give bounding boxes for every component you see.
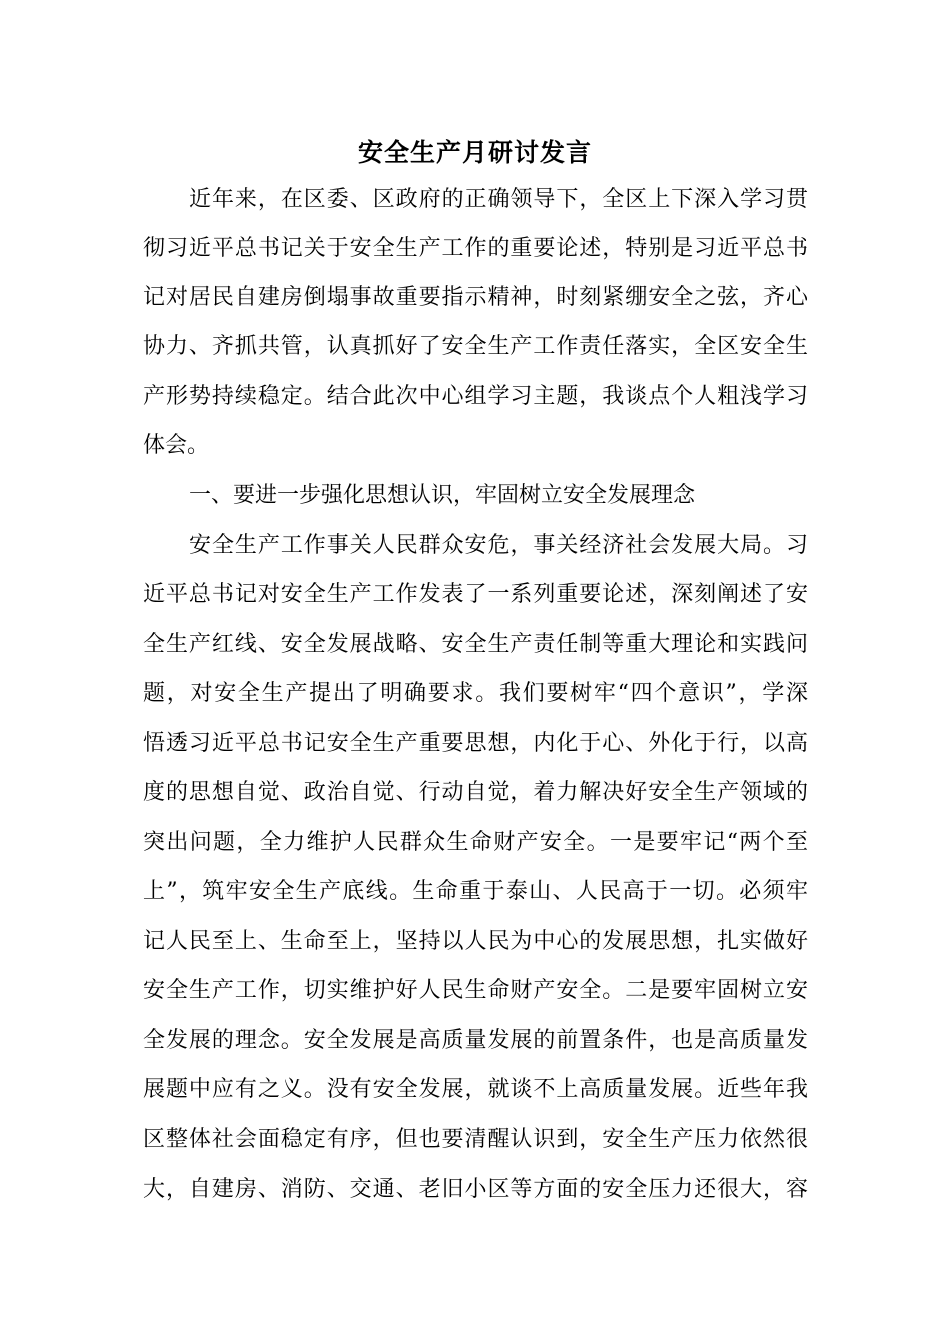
paragraph-line: 大，自建房、消防、交通、老旧小区等方面的安全压力还很大，容 — [143, 1177, 808, 1202]
section-heading: 一、要进一步强化思想认识，牢固树立安全发展理念 — [189, 483, 696, 508]
paragraph-line: 全生产红线、安全发展战略、安全生产责任制等重大理论和实践问 — [143, 632, 808, 657]
paragraph-line: 产形势持续稳定。结合此次中心组学习主题，我谈点个人粗浅学习 — [143, 384, 808, 409]
paragraph-line: 展题中应有之义。没有安全发展，就谈不上高质量发展。近些年我 — [143, 1077, 808, 1102]
paragraph-line: 上”，筑牢安全生产底线。生命重于泰山、人民高于一切。必须牢 — [143, 879, 808, 904]
paragraph-line: 体会。 — [143, 433, 210, 458]
paragraph-line: 彻习近平总书记关于安全生产工作的重要论述，特别是习近平总书 — [143, 236, 808, 261]
paragraph-line: 度的思想自觉、政治自觉、行动自觉，着力解决好安全生产领域的 — [143, 780, 808, 805]
paragraph-line: 突出问题，全力维护人民群众生命财产安全。一是要牢记“两个至 — [143, 830, 808, 855]
paragraph-line: 近年来，在区委、区政府的正确领导下，全区上下深入学习贯 — [189, 187, 808, 212]
paragraph-line: 记对居民自建房倒塌事故重要指示精神，时刻紧绷安全之弦，齐心 — [143, 285, 808, 310]
paragraph-line: 协力、齐抓共管，认真抓好了安全生产工作责任落实，全区安全生 — [143, 334, 808, 359]
paragraph-line: 记人民至上、生命至上，坚持以人民为中心的发展思想，扎实做好 — [143, 929, 808, 954]
document-title: 安全生产月研讨发言 — [357, 138, 592, 167]
paragraph-line: 安全生产工作，切实维护好人民生命财产安全。二是要牢固树立安 — [143, 978, 808, 1003]
paragraph-line: 悟透习近平总书记安全生产重要思想，内化于心、外化于行，以高 — [143, 731, 808, 756]
paragraph-line: 题，对安全生产提出了明确要求。我们要树牢“四个意识”，学深 — [143, 681, 808, 706]
paragraph-line: 近平总书记对安全生产工作发表了一系列重要论述，深刻阐述了安 — [143, 582, 808, 607]
paragraph-line: 全发展的理念。安全发展是高质量发展的前置条件，也是高质量发 — [143, 1028, 808, 1053]
paragraph-line: 安全生产工作事关人民群众安危，事关经济社会发展大局。习 — [189, 533, 808, 558]
paragraph-line: 区整体社会面稳定有序，但也要清醒认识到，安全生产压力依然很 — [143, 1127, 808, 1152]
